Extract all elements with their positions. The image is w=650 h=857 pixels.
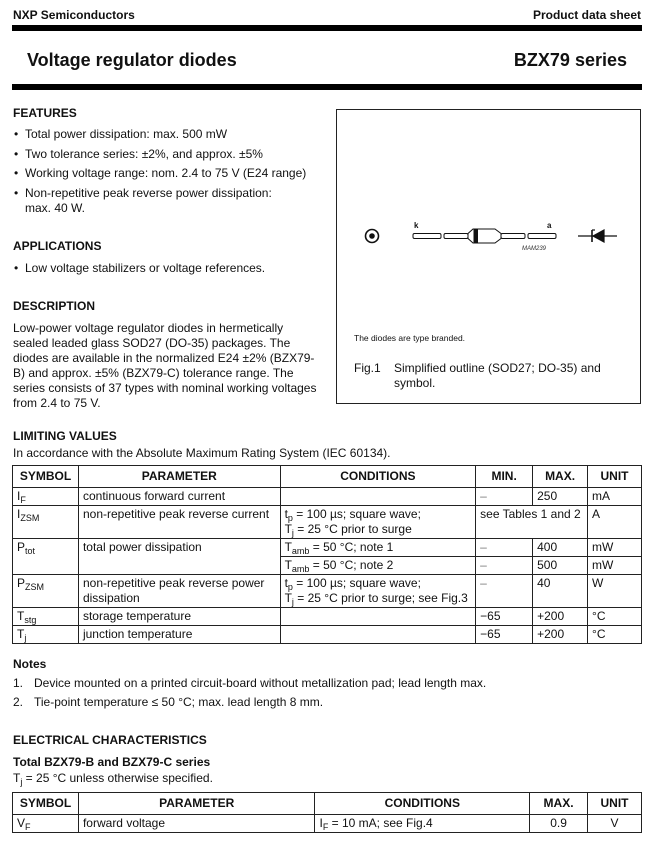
bullet-icon: •: [14, 127, 19, 141]
parameter-cell: storage temperature: [78, 608, 280, 626]
feature-item: • Two tolerance series: ±2%, and approx. ±5%: [14, 146, 263, 161]
min-max-cell: see Tables 1 and 2: [476, 506, 588, 539]
symbol-cell: $I_{ZSM}$: [13, 506, 79, 539]
features-list: [13, 127, 333, 220]
min-cell: −65: [476, 626, 533, 644]
symbol-cell: $P_{tot}$: [13, 539, 79, 575]
unit-cell: mW: [588, 557, 642, 575]
column-header: MIN.: [476, 466, 533, 488]
parameter-cell: forward voltage: [78, 815, 315, 833]
column-header: MAX.: [533, 466, 588, 488]
drawing-code: MAM239: [522, 246, 547, 252]
max-cell: +200: [533, 626, 588, 644]
conditions-cell: $T_{amb} = 50$ °C; note 2: [280, 557, 476, 575]
bullet-icon: •: [14, 185, 19, 200]
feature-item: • Working voltage range: nom. 2.4 to 75 V (E24 range): [14, 166, 307, 180]
symbol-cell: $T_j$: [13, 626, 79, 644]
applications-heading: APPLICATIONS: [13, 239, 102, 253]
column-header: CONDITIONS: [280, 466, 476, 488]
header-rule-bottom: [12, 84, 642, 90]
description-heading: DESCRIPTION: [13, 299, 96, 313]
unit-cell: A: [588, 506, 642, 539]
zener-diode-symbol-icon: [578, 230, 617, 242]
max-cell: +200: [533, 608, 588, 626]
limiting-values-heading: LIMITING VALUES: [13, 429, 117, 443]
note-number: 1.: [13, 676, 24, 690]
cathode-label: k: [414, 221, 419, 230]
unit-cell: °C: [588, 608, 642, 626]
min-cell: –: [476, 539, 533, 557]
unit-cell: mA: [588, 488, 642, 506]
unit-cell: mW: [588, 539, 642, 557]
column-header: CONDITIONS: [315, 793, 530, 815]
min-cell: –: [476, 557, 533, 575]
electrical-subheading: Total BZX79-B and BZX79-C series: [13, 755, 211, 769]
figure-1: [336, 109, 641, 404]
table-row: [13, 488, 642, 506]
electrical-table: [12, 792, 642, 833]
application-item: • Low voltage stabilizers or voltage references.: [14, 261, 266, 275]
description-text: Low-power voltage regulator diodes in hermetically sealed leaded glass SOD27 (DO-35) packages. The diodes are available in the normalized E24 ±2% (BZX79-B) and approx. ±5% (BZX79-C) tolerance range. The series consists of 37 types with nominal working voltages from 2.4 to 75 V.: [13, 321, 317, 410]
max-cell: 0.9: [530, 815, 588, 833]
document-type: Product data sheet: [532, 8, 641, 22]
figure-caption: Simplified outline (SOD27; DO-35) and symbol.: [394, 361, 601, 390]
limiting-values-subtitle: In accordance with the Absolute Maximum Rating System (IEC 60134).: [13, 446, 391, 460]
symbol-cell: $T_{stg}$: [13, 608, 79, 626]
symbol-cell: $V_F$: [13, 815, 79, 833]
bullet-icon: •: [14, 146, 19, 161]
figure-note: The diodes are type branded.: [354, 333, 466, 343]
table-row: [13, 608, 642, 626]
table-row: [13, 626, 642, 644]
bullet-icon: •: [14, 166, 19, 180]
column-header: PARAMETER: [78, 466, 280, 488]
electrical-heading: ELECTRICAL CHARACTERISTICS: [13, 733, 207, 747]
parameter-cell: non-repetitive peak reverse current: [78, 506, 280, 539]
column-header: SYMBOL: [13, 466, 79, 488]
header-rule-top: [12, 25, 642, 31]
parameter-cell: continuous forward current: [78, 488, 280, 506]
conditions-cell: [280, 488, 476, 506]
features-heading: FEATURES: [13, 106, 77, 120]
conditions-cell: $I_F = 10$ mA; see Fig.4: [315, 815, 530, 833]
conditions-cell: $t_p = 100$ µs; square wave; $T_j = 25$ °C prior to surge; see Fig.3: [280, 575, 476, 608]
note-number: 2.: [13, 695, 24, 709]
symbol-cell: $I_F$: [13, 488, 79, 506]
column-header: UNIT: [588, 466, 642, 488]
end-view-icon: [366, 230, 379, 243]
table-header-row: [13, 466, 642, 488]
bullet-icon: •: [14, 261, 19, 275]
table-header-row: [13, 793, 642, 815]
column-header: MAX.: [530, 793, 588, 815]
company-name: NXP Semiconductors: [13, 8, 135, 22]
document-title: Voltage regulator diodes: [27, 50, 237, 70]
table-row: [13, 539, 642, 557]
column-header: SYMBOL: [13, 793, 79, 815]
note-text: Device mounted on a printed circuit-board without metallization pad; lead length max.: [34, 676, 487, 690]
column-header: PARAMETER: [78, 793, 315, 815]
max-cell: 400: [533, 539, 588, 557]
parameter-cell: junction temperature: [78, 626, 280, 644]
applications-list: [13, 261, 333, 281]
conditions-cell: $t_p = 100$ µs; square wave; $T_j = 25$ °C prior to surge: [280, 506, 476, 539]
diode-body-icon: [413, 229, 556, 243]
parameter-cell: total power dissipation: [78, 539, 280, 575]
anode-label: a: [547, 221, 552, 230]
electrical-conditions: $T_j = 25$ °C unless otherwise specified.: [13, 771, 213, 787]
table-row: [13, 506, 642, 539]
min-cell: −65: [476, 608, 533, 626]
unit-cell: W: [588, 575, 642, 608]
feature-item: • Non-repetitive peak reverse power dissipation: max. 40 W.: [14, 185, 272, 215]
figure-number: Fig.1: [354, 361, 381, 375]
unit-cell: V: [588, 815, 642, 833]
notes-heading: Notes: [13, 657, 47, 671]
conditions-cell: $T_{amb} = 50$ °C; note 1: [280, 539, 476, 557]
min-cell: –: [476, 575, 533, 608]
conditions-cell: [280, 608, 476, 626]
max-cell: 500: [533, 557, 588, 575]
min-cell: –: [476, 488, 533, 506]
feature-item: • Total power dissipation: max. 500 mW: [14, 127, 228, 141]
symbol-cell: $P_{ZSM}$: [13, 575, 79, 608]
max-cell: 250: [533, 488, 588, 506]
unit-cell: °C: [588, 626, 642, 644]
conditions-cell: [280, 626, 476, 644]
diode-outline-drawing: [337, 110, 642, 310]
max-cell: 40: [533, 575, 588, 608]
note-text: Tie-point temperature ≤ 50 °C; max. lead length 8 mm.: [34, 695, 324, 709]
parameter-cell: non-repetitive peak reverse power dissipation: [78, 575, 280, 608]
limiting-values-table: [12, 465, 642, 644]
column-header: UNIT: [588, 793, 642, 815]
part-number: BZX79 series: [513, 50, 627, 70]
table-row: [13, 575, 642, 608]
table-row: [13, 815, 642, 833]
